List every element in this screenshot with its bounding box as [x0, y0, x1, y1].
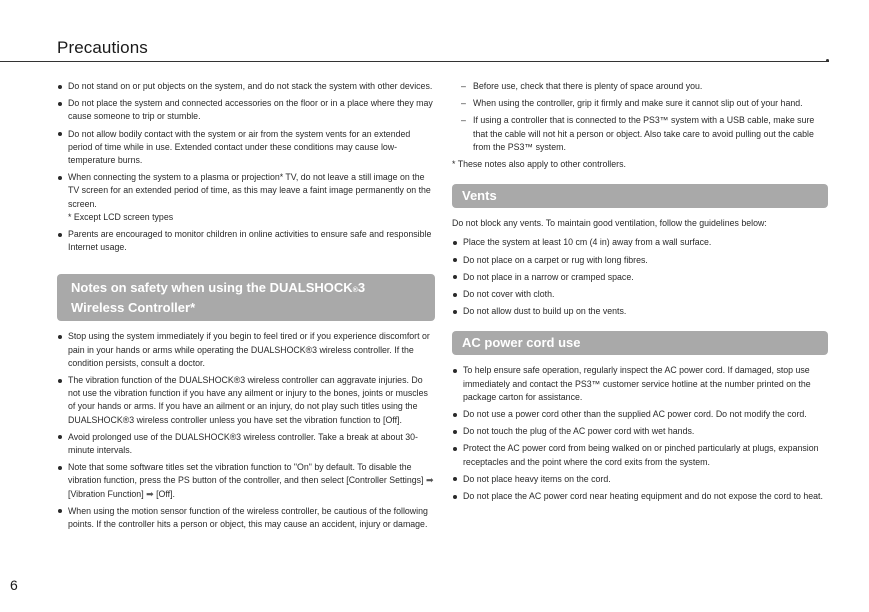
- list-item: [57, 171, 435, 224]
- vents-list: [452, 236, 828, 318]
- list-item: – If using a controller that is connected to the PS3™ system with a USB cable, make sure that the cable will not hit a person or object. Also take care to avoid pulling out the cable from the PS3™ system.: [452, 114, 828, 154]
- list-item: Do not touch the plug of the AC power cord with wet hands.: [452, 425, 828, 438]
- list-item: The vibration function of the DUALSHOCK®3 wireless controller can aggravate injuries. Do not use the vibration function if you have any ailment or injury to the bones, joints or muscles of your hands or arms. If you have an ailment or an injury, do not play such titles using the DUALSHOCK®3 wireless controller unless you have set the vibration function to [Off].: [57, 374, 435, 427]
- controllers-footnote: * These notes also apply to other controllers.: [452, 159, 626, 170]
- list-item: Do not stand on or put objects on the system, and do not stack the system with other devices.: [57, 80, 435, 93]
- list-item: Avoid prolonged use of the DUALSHOCK®3 wireless controller. Take a break at about 30-minute intervals.: [57, 431, 435, 457]
- list-item: Do not place in a narrow or cramped space.: [452, 271, 828, 284]
- heading-text: 3: [357, 280, 366, 296]
- list-item: Place the system at least 10 cm (4 in) away from a wall surface.: [452, 236, 828, 249]
- arrow-right-icon: ➡: [425, 475, 434, 486]
- list-item: Do not cover with cloth.: [452, 288, 828, 301]
- dualshock-section-heading: [57, 274, 435, 321]
- plasma-tv-text: When connecting the system to a plasma or projection* TV, do not leave a still image on the TV screen for an extended period of time, as this may leave a faint image permanently on the screen.: [68, 172, 431, 209]
- motion-sensor-caution-list: [452, 80, 828, 154]
- list-item: Stop using the system immediately if you begin to feel tired or if you experience discomfort or pain in your hands or arms while operating the DUALSHOCK®3 wireless controller. If the condition persists, consult a doctor.: [57, 330, 435, 370]
- right-column: [452, 80, 828, 507]
- list-item: Do not place the AC power cord near heating equipment and do not expose the cord to heat.: [452, 490, 828, 503]
- ac-power-cord-list: [452, 364, 828, 503]
- general-precautions-list: [57, 80, 435, 254]
- list-item: Do not allow bodily contact with the system or air from the system vents for an extended period of time while in use. Extended contact under these conditions may cause low-temperature burns.: [57, 128, 435, 168]
- vibration-note-text: [Off].: [153, 488, 175, 499]
- page-number: 6: [10, 577, 18, 593]
- heading-text: Notes on safety when using the DUALSHOCK: [71, 280, 353, 296]
- list-item: Do not place the system and connected accessories on the floor or in a place where they may cause someone to trip or stumble.: [57, 97, 435, 123]
- dualshock-precautions-list: [57, 330, 435, 531]
- lcd-footnote: * Except LCD screen types: [68, 211, 174, 222]
- list-item: [57, 461, 435, 501]
- list-item: – When using the controller, grip it firmly and make sure it cannot slip out of your hand.: [452, 97, 828, 110]
- heading-text: Wireless Controller*: [71, 300, 196, 316]
- list-item: To help ensure safe operation, regularly inspect the AC power cord. If damaged, stop use immediately and contact the PS3™ customer service hotline at the number printed on the package carton for assistance.: [452, 364, 828, 404]
- vibration-note-text: Note that some software titles set the vibration function to "On" by default. To disable the vibration function, press the PS button of the controller, and then select [Controller Settings]: [68, 462, 426, 486]
- arrow-right-icon: ➡: [146, 488, 154, 499]
- title-rule: [0, 61, 829, 62]
- list-item: Do not place on a carpet or rug with long fibres.: [452, 254, 828, 267]
- vents-section-heading: Vents: [452, 184, 828, 208]
- list-item: When using the motion sensor function of the wireless controller, be cautious of the following points. If the controller hits a person or object, this may cause an accident, injury or damage.: [57, 505, 435, 531]
- vents-intro: Do not block any vents. To maintain good ventilation, follow the guidelines below:: [452, 218, 767, 229]
- list-item: Parents are encouraged to monitor children in online activities to ensure safe and responsible Internet usage.: [57, 228, 435, 254]
- title-rule-end-dot: [826, 59, 829, 62]
- page-title: Precautions: [57, 38, 148, 57]
- list-item: Do not place heavy items on the cord.: [452, 473, 828, 486]
- vibration-note-text: [Vibration Function]: [68, 488, 147, 499]
- registered-mark: ®: [352, 287, 358, 295]
- list-item: Protect the AC power cord from being walked on or pinched particularly at plugs, expansion receptacles and the point where the cord exits from the system.: [452, 442, 828, 468]
- list-item: Do not allow dust to build up on the vents.: [452, 305, 828, 318]
- list-item: – Before use, check that there is plenty of space around you.: [452, 80, 828, 93]
- left-column: [57, 80, 435, 535]
- ac-power-cord-section-heading: AC power cord use: [452, 331, 828, 355]
- list-item: Do not use a power cord other than the supplied AC power cord. Do not modify the cord.: [452, 408, 828, 421]
